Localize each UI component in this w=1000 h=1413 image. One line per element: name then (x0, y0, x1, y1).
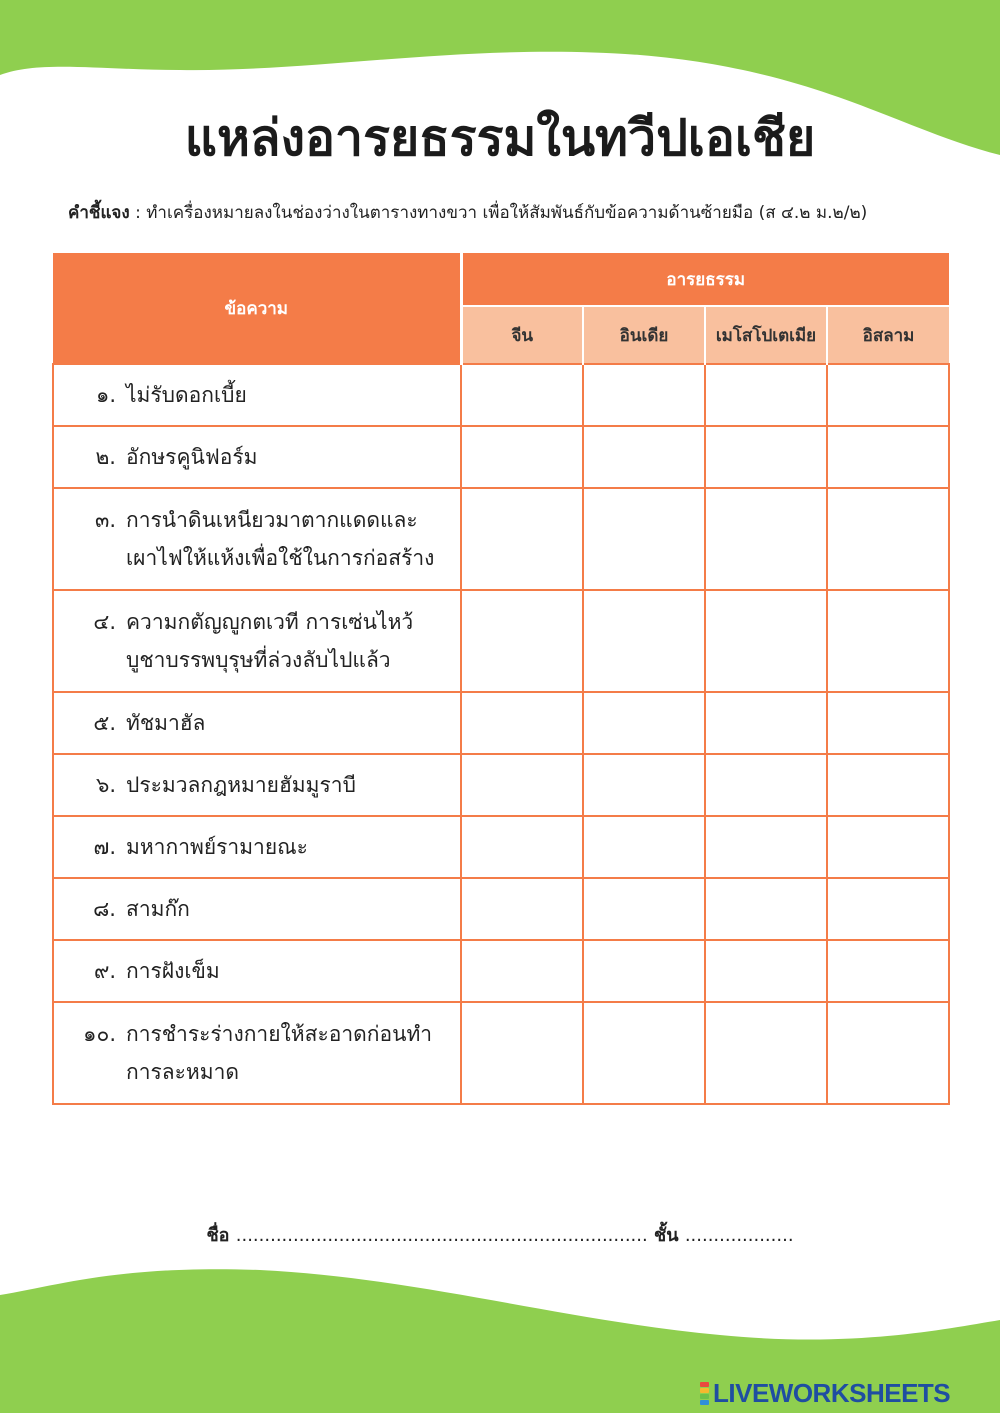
row-text-line: ไม่รับดอกเบี้ย (126, 383, 247, 407)
answer-cell-china[interactable] (461, 816, 583, 878)
instructions-text: : ทำเครื่องหมายลงในช่องว่างในตารางทางขวา เพื่อให้สัมพันธ์กับข้อความด้านซ้ายมือ (ส ๔.๒ ม.๒/๒) (129, 203, 868, 223)
table-row (53, 364, 949, 426)
answer-cell-islam[interactable] (827, 878, 949, 940)
row-number: ๙. (93, 959, 116, 983)
row-text-line: การฝังเข็ม (126, 959, 220, 983)
answer-cell-mesopotamia[interactable] (705, 590, 827, 692)
answer-cell-china[interactable] (461, 878, 583, 940)
row-text-line: ประมวลกฎหมายฮัมมูราบี (126, 773, 356, 797)
answer-cell-mesopotamia[interactable] (705, 364, 827, 426)
answer-cell-mesopotamia[interactable] (705, 878, 827, 940)
row-text (126, 438, 450, 476)
table-row (53, 1002, 949, 1104)
col-header-china: จีน (461, 306, 583, 364)
instructions (68, 198, 948, 228)
row-number: ๑๐. (83, 1022, 116, 1046)
answer-cell-india[interactable] (583, 488, 705, 590)
table-row (53, 940, 949, 1002)
row-number: ๒. (95, 445, 116, 469)
answer-cell-china[interactable] (461, 364, 583, 426)
row-message (53, 364, 461, 426)
answer-cell-mesopotamia[interactable] (705, 940, 827, 1002)
table-row (53, 590, 949, 692)
row-text-line: การนำดินเหนียวมาตากแดดและ (126, 508, 418, 532)
col-header-india: อินเดีย (583, 306, 705, 364)
answer-cell-mesopotamia[interactable] (705, 816, 827, 878)
answer-cell-india[interactable] (583, 754, 705, 816)
row-text (126, 603, 450, 679)
liveworksheets-icon (700, 1382, 709, 1405)
col-header-islam: อิสลาม (827, 306, 949, 364)
table-body (53, 364, 949, 1104)
row-message (53, 426, 461, 488)
row-text-line: มหากาพย์รามายณะ (126, 835, 308, 859)
student-info-line (0, 1220, 1000, 1249)
answer-cell-islam[interactable] (827, 754, 949, 816)
answer-cell-china[interactable] (461, 1002, 583, 1104)
civilization-group-header: อารยธรรม (461, 253, 949, 306)
row-text (126, 376, 450, 414)
row-message (53, 1002, 461, 1104)
answer-cell-islam[interactable] (827, 364, 949, 426)
answer-cell-mesopotamia[interactable] (705, 488, 827, 590)
table-row (53, 754, 949, 816)
answer-cell-india[interactable] (583, 878, 705, 940)
row-text (126, 1015, 450, 1091)
answer-cell-india[interactable] (583, 692, 705, 754)
page-title: แหล่งอารยธรรมในทวีปเอเชีย (184, 109, 816, 167)
answer-cell-islam[interactable] (827, 692, 949, 754)
answer-cell-china[interactable] (461, 940, 583, 1002)
answer-cell-india[interactable] (583, 816, 705, 878)
instructions-label: คำชี้แจง (68, 203, 130, 223)
answer-cell-india[interactable] (583, 1002, 705, 1104)
row-number: ๘. (93, 897, 116, 921)
col-message-header: ข้อความ (53, 253, 461, 364)
answer-cell-india[interactable] (583, 364, 705, 426)
answer-cell-china[interactable] (461, 590, 583, 692)
table-row (53, 488, 949, 590)
row-number: ๕. (93, 711, 116, 735)
row-message (53, 488, 461, 590)
answer-cell-islam[interactable] (827, 816, 949, 878)
row-text-line: ทัชมาฮัล (126, 711, 206, 735)
answer-cell-china[interactable] (461, 692, 583, 754)
row-text (126, 952, 450, 990)
row-number: ๔. (93, 610, 116, 634)
row-text (126, 828, 450, 866)
row-text-line: การละหมาด (126, 1060, 240, 1084)
class-blank[interactable]: ................... (684, 1225, 794, 1246)
name-blank[interactable]: ........................................................................ (235, 1225, 648, 1246)
row-number: ๗. (93, 835, 116, 859)
answer-cell-islam[interactable] (827, 488, 949, 590)
answer-cell-islam[interactable] (827, 940, 949, 1002)
liveworksheets-logo (700, 1377, 951, 1408)
name-label: ชื่อ (206, 1225, 230, 1246)
row-text-line: บูชาบรรพบุรุษที่ล่วงลับไปแล้ว (126, 648, 391, 672)
row-message (53, 754, 461, 816)
row-text-line: การชำระร่างกายให้สะอาดก่อนทำ (126, 1022, 433, 1046)
answer-cell-mesopotamia[interactable] (705, 1002, 827, 1104)
answer-cell-islam[interactable] (827, 426, 949, 488)
row-message (53, 590, 461, 692)
row-text-line: อักษรคูนิฟอร์ม (126, 445, 258, 469)
table-row (53, 816, 949, 878)
answer-cell-mesopotamia[interactable] (705, 692, 827, 754)
row-text (126, 704, 450, 742)
answer-cell-india[interactable] (583, 426, 705, 488)
row-text (126, 501, 450, 577)
row-number: ๖. (95, 773, 116, 797)
row-message (53, 692, 461, 754)
row-text-line: เผาไฟให้แห้งเพื่อใช้ในการก่อสร้าง (126, 546, 435, 570)
row-number: ๓. (94, 508, 116, 532)
row-message (53, 940, 461, 1002)
answer-cell-india[interactable] (583, 940, 705, 1002)
table-row (53, 878, 949, 940)
answer-cell-china[interactable] (461, 426, 583, 488)
row-message (53, 878, 461, 940)
answer-cell-islam[interactable] (827, 1002, 949, 1104)
row-text (126, 766, 450, 804)
civilization-table (52, 253, 950, 1105)
row-text (126, 890, 450, 928)
answer-cell-china[interactable] (461, 754, 583, 816)
answer-cell-china[interactable] (461, 488, 583, 590)
row-number: ๑. (95, 383, 116, 407)
answer-cell-india[interactable] (583, 590, 705, 692)
row-text-line: ความกตัญญูกตเวที การเซ่นไหว้ (126, 610, 414, 634)
answer-cell-mesopotamia[interactable] (705, 426, 827, 488)
brand-name: LIVEWORKSHEETS (713, 1377, 951, 1408)
answer-cell-islam[interactable] (827, 590, 949, 692)
row-text-line: สามก๊ก (126, 897, 190, 921)
answer-cell-mesopotamia[interactable] (705, 754, 827, 816)
col-header-mesopotamia: เมโสโปเตเมีย (705, 306, 827, 364)
table-row (53, 426, 949, 488)
table-row (53, 692, 949, 754)
row-message (53, 816, 461, 878)
class-label: ชั้น (654, 1225, 679, 1246)
